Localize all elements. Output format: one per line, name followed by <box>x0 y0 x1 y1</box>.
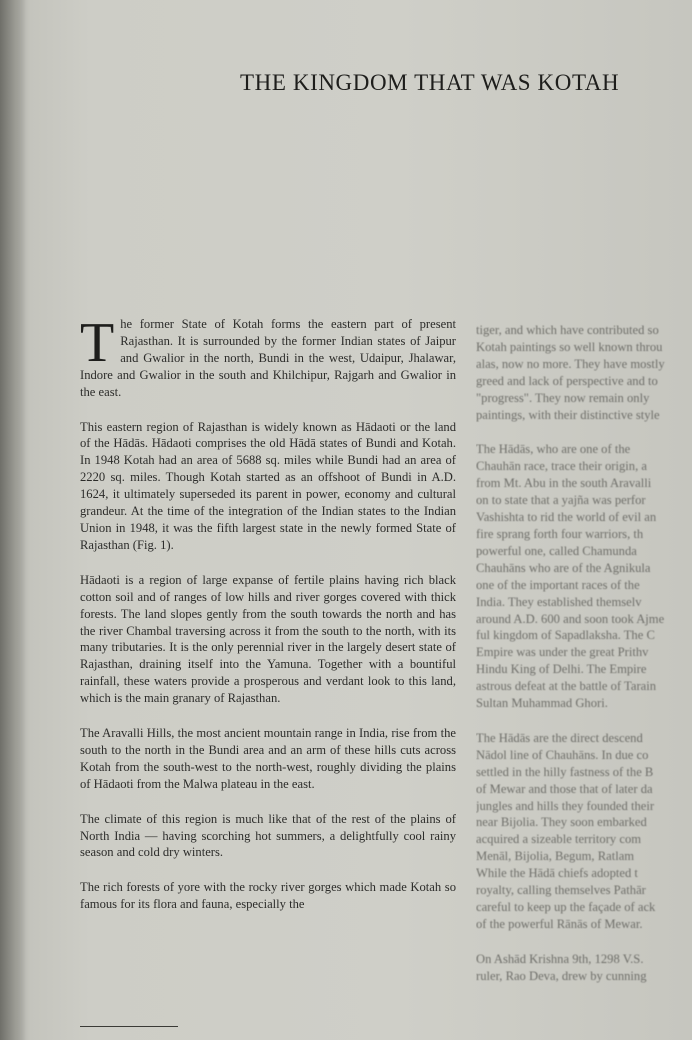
text-line: Menāl, Bijolia, Begum, Ratlam <box>476 849 635 864</box>
text-line: greed and lack of perspective and to <box>476 373 658 388</box>
text-line: ruler, Rao Deva, drew by cunning <box>476 968 647 983</box>
right-paragraph-1 <box>476 322 692 423</box>
paragraph-forests: The rich forests of yore with the rocky river gorges which made Kotah so famous for its flora and fauna, especially the <box>80 880 456 912</box>
page-gutter-shadow <box>0 0 26 1040</box>
text-line: Kotah paintings so well known throu <box>476 339 663 354</box>
text-line: of Mewar and those that of later da <box>476 781 653 796</box>
text-line: Empire was under the great Prithv <box>476 645 649 660</box>
text-line: on to state that a yajña was perfor <box>476 493 646 508</box>
right-text-column <box>476 322 692 1003</box>
text-line: astrous defeat at the battle of Tarain <box>476 679 657 694</box>
text-line: near Bijolia. They soon embarked <box>476 815 647 830</box>
text-line: "progress". They now remain only <box>476 390 650 405</box>
text-line: jungles and hills they founded their <box>476 798 655 813</box>
text-line: acquired a sizeable territory com <box>476 832 642 847</box>
text-line: royalty, calling themselves Pathār <box>476 883 646 898</box>
text-line: Chauhān race, trace their origin, a <box>476 459 647 474</box>
paragraph-intro <box>80 312 456 401</box>
text-line: India. They established themselv <box>476 594 642 609</box>
text-line: powerful one, called Chamunda <box>476 543 637 558</box>
text-line: Sultan Muhammad Ghori. <box>476 696 608 711</box>
right-paragraph-4 <box>476 951 692 985</box>
text-line: tiger, and which have contributed so <box>476 323 659 337</box>
text-line: around A.D. 600 and soon took Ajme <box>476 611 665 626</box>
chapter-title: THE KINGDOM THAT WAS KOTAH <box>240 70 620 95</box>
right-paragraph-3 <box>476 730 692 933</box>
text-line: Chauhāns who are of the Agnikula <box>476 560 651 575</box>
text-line: The Hādās are the direct descend <box>476 730 643 745</box>
text-line: Nādol line of Chauhāns. In due co <box>476 747 649 762</box>
text-line: paintings, with their distinctive style <box>476 407 660 422</box>
paragraph-aravalli: The Aravalli Hills, the most ancient mountain range in India, rise from the south to the north in the Bundi area and an arm of these hills cuts across Kotah from the south-west to the north-west, roughly dividing the plains of Hādaoti from the Malwa plateau in the east. <box>80 726 456 791</box>
text-line: alas, now no more. They have mostly <box>476 356 665 371</box>
text-line: settled in the hilly fastness of the B <box>476 764 654 779</box>
right-column-clip <box>476 318 692 1040</box>
text-line: On Ashād Krishna 9th, 1298 V.S. <box>476 951 644 966</box>
paragraph-climate: The climate of this region is much like that of the rest of the plains of North India — having scorching hot summers, a delightfully cool rainy season and cold dry winters. <box>80 811 456 860</box>
footnote-rule <box>80 1026 178 1027</box>
right-paragraph-2 <box>476 441 692 712</box>
text-line: ful kingdom of Sapadlaksha. The C <box>476 628 655 643</box>
text-line: fire sprang forth four warriors, th <box>476 526 644 541</box>
text-line: one of the important races of the <box>476 577 640 592</box>
text-line: Hindu King of Delhi. The Empire <box>476 662 647 677</box>
paragraph-geography: Hādaoti is a region of large expanse of fertile plains having rich black cotton soil and of ranges of low hills and river gorges covered with thick forests. The land slopes gently from the south towards the north and has the river Chambal traversing across it from the south to the north, with its many tributaries. It is the only perennial river in the largely desert state of Rajasthan, draining itself into the Yamuna. Together with a bountiful rainfall, these waters provide a prosperous and verdant look to this land, which is the main granary of Rajasthan. <box>80 572 456 706</box>
drop-cap: T <box>80 312 115 374</box>
text-line: careful to keep up the façade of ack <box>476 900 656 914</box>
text-line: Vashishta to rid the world of evil an <box>476 510 657 525</box>
text-line: from Mt. Abu in the south Aravalli <box>476 476 652 491</box>
text-line: While the Hādā chiefs adopted t <box>476 866 638 881</box>
text-line: The Hādās, who are one of the <box>476 442 631 457</box>
text-line: of the powerful Rānās of Mewar. <box>476 916 643 931</box>
left-text-column <box>80 312 456 931</box>
paragraph-hadaoti: This eastern region of Rajasthan is widely known as Hādaoti or the land of the Hādās. Hādaoti comprises the old Hādā states of Bundi and Kotah. In 1948 Kotah had an area of 5688 sq. miles while Bundi had an area of 2220 sq. miles. Though Kotah started as an offshoot of Bundi in A.D. 1624, it ultimately superseded its parent in power, economy and cultural grandeur. At the time of the integration of the Indian states to the Indian Union in 1948, it was the fifth largest state in the newly formed State of Rajasthan (Fig. 1). <box>80 419 456 552</box>
paragraph-text: he former State of Kotah forms the eastern part of present Rajasthan. It is surrounded by the former Indian states of Jaipur and Gwalior in the north, Bundi in the west, Udaipur, Jhalawar, Indore and Gwalior in the south and Khilchipur, Rajgarh and Gwalior in the east. <box>80 317 456 399</box>
